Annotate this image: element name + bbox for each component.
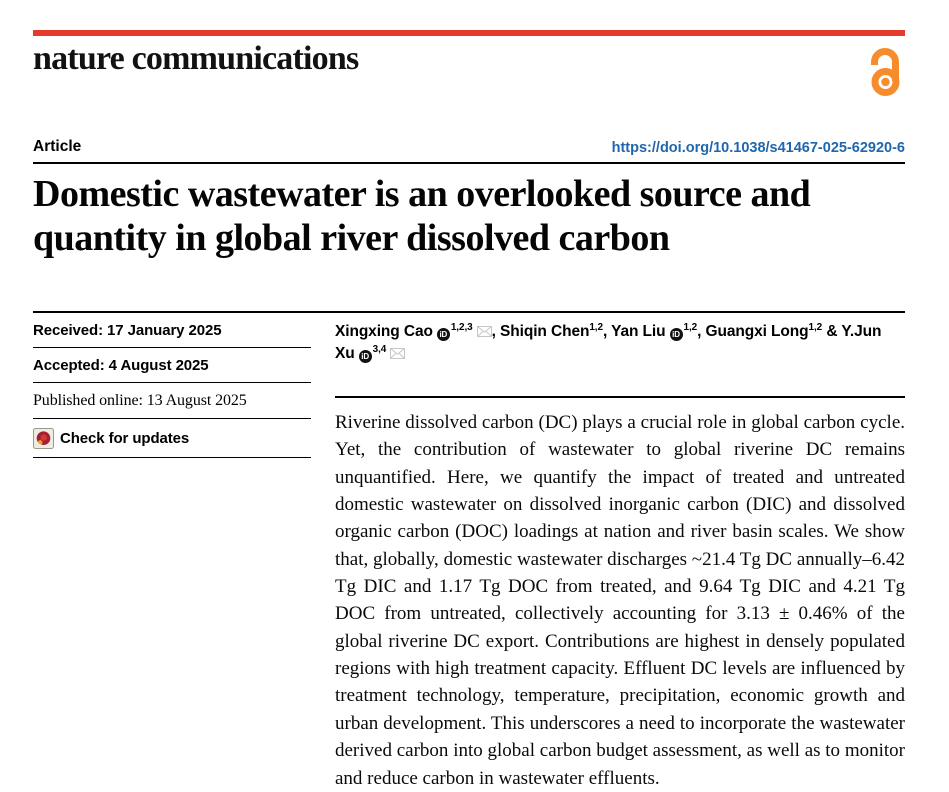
article-meta-row <box>33 138 905 164</box>
journal-logo: nature communications <box>33 40 359 77</box>
check-for-updates-label: Check for updates <box>60 430 190 448</box>
main-column <box>335 313 905 792</box>
author-affiliation-sup: 3,4 <box>372 344 387 355</box>
author-name: Y.Jun Xu <box>335 323 882 363</box>
email-icon[interactable] <box>390 345 405 362</box>
article-type-label: Article <box>33 138 82 155</box>
orcid-icon[interactable]: iD <box>670 328 683 341</box>
orcid-icon[interactable]: iD <box>359 350 372 363</box>
author-affiliation-sup: 1,2,3 <box>450 322 473 334</box>
doi-link[interactable]: https://doi.org/10.1038/s41467-025-62920-6 <box>611 140 905 156</box>
author-list <box>335 321 905 365</box>
open-access-icon <box>867 47 905 97</box>
info-section <box>33 311 905 792</box>
author-name: Xingxing Cao <box>335 323 433 341</box>
article-title: Domestic wastewater is an overlooked source and quantity in global river dissolved carbon <box>33 173 811 260</box>
author-affiliation-sup: 1,2 <box>808 322 823 334</box>
accepted-date: Accepted: 4 August 2025 <box>33 348 311 383</box>
author-separator: , <box>697 323 706 341</box>
crossmark-icon <box>33 428 54 449</box>
author-affiliation-sup: 1,2 <box>589 322 603 334</box>
orcid-icon[interactable]: iD <box>437 328 450 341</box>
author-name: Yan Liu <box>611 323 666 341</box>
author-separator: , <box>491 323 501 341</box>
author-separator: & <box>822 323 842 341</box>
author-name: Shiqin Chen <box>500 323 590 341</box>
email-icon[interactable] <box>477 323 492 340</box>
check-for-updates-button[interactable] <box>33 419 311 458</box>
brand-rule <box>33 30 905 36</box>
published-date: Published online: 13 August 2025 <box>33 383 311 419</box>
author-affiliation-sup: 1,2 <box>683 322 698 334</box>
abstract-text: Riverine dissolved carbon (DC) plays a crucial role in global carbon cycle. Yet, the contribution of wastewater to global riverine DC remains unquantified. Here, we quantify the impact of treated and untreated domestic wastewater on dissolved inorganic carbon (DIC) and dissolved organic carbon (DOC) loadings at nation and river basin scales. We show that, globally, domestic wastewater discharges ~21.4 Tg DC annually–6.42 Tg DIC and 1.17 Tg DOC from treated, and 9.64 Tg DIC and 4.21 Tg DOC from untreated, collectively accounting for 3.13 ± 0.46% of the global riverine DC export. Contributions are highest in densely populated regions with high treatment capacity. Effluent DC levels are influenced by treatment technology, temperature, precipitation, economic growth and urban development. This underscores a need to incorporate the wastewater derived carbon into global carbon budget assessment, as well as to monitor and reduce carbon in wastewater effluents. <box>335 396 905 792</box>
author-name: Guangxi Long <box>705 323 809 341</box>
journal-header <box>33 30 905 102</box>
dates-column <box>33 313 311 792</box>
received-date: Received: 17 January 2025 <box>33 313 311 348</box>
author-separator: , <box>602 323 612 341</box>
